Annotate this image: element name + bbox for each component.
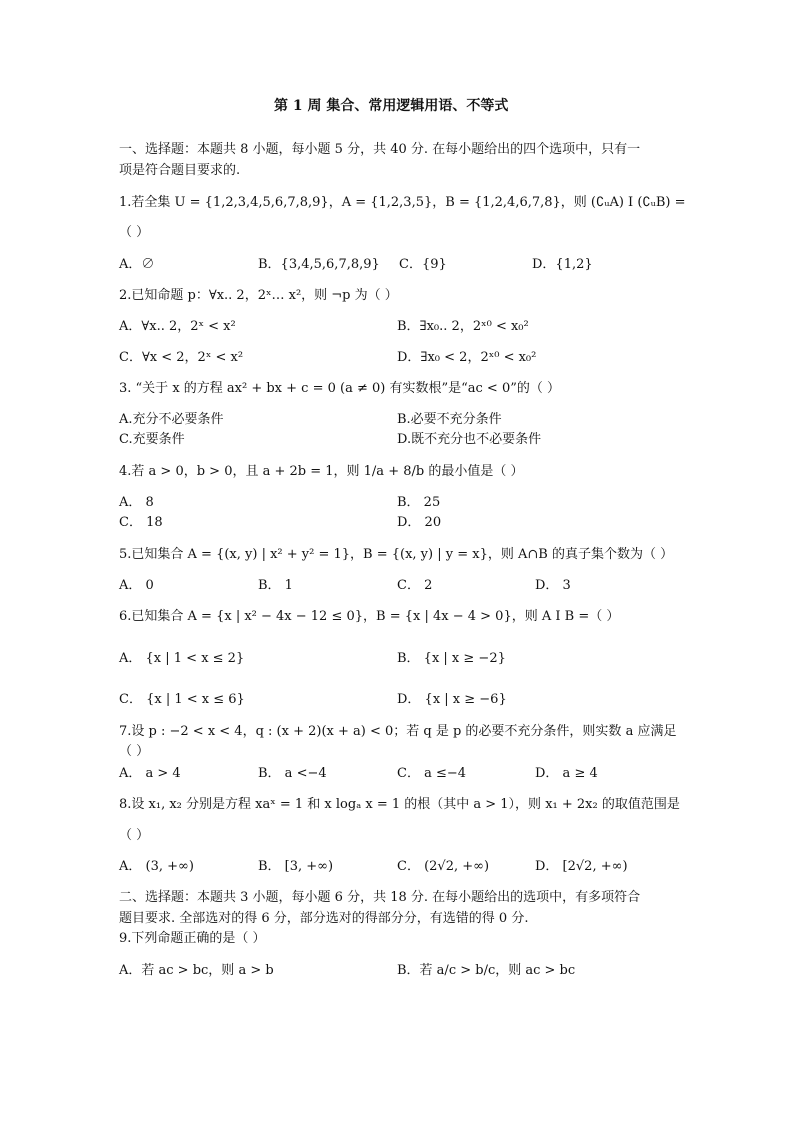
option-d: D．∃x₀ < 2，2ˣ⁰ < x₀² — [397, 350, 537, 365]
question-stem: 9.下列命题正确的是（ ） — [119, 931, 266, 946]
option-b: B． [3, +∞) — [258, 859, 334, 874]
question-stem: 4.若 a > 0，b > 0，且 a + 2b = 1，则 1/a + 8/b 的最小值是（ ） — [119, 464, 524, 479]
question-stem: 8.设 x₁, x₂ 分别是方程 xaˣ = 1 和 x logₐ x = 1 的根（其中 a > 1），则 x₁ + 2x₂ 的取值范围是 — [119, 797, 680, 812]
option-b: B．{3,4,5,6,7,8,9} — [258, 257, 380, 272]
answer-blank: （ ） — [119, 225, 150, 240]
option-d: D． {x | x ≥ −6} — [397, 692, 507, 707]
option-c: C.充要条件 — [119, 432, 185, 447]
option-c: C． a ≤−4 — [397, 766, 467, 781]
option-b: B．∃x₀.. 2，2ˣ⁰ < x₀² — [397, 319, 529, 334]
option-d: D． [2√2, +∞) — [535, 859, 628, 874]
question-stem: 3. “关于 x 的方程 ax² + bx + c = 0 (a ≠ 0) 有实数根”是“ac < 0”的（ ） — [119, 381, 560, 396]
option-a: A．∀x.. 2，2ˣ < x² — [119, 319, 236, 334]
option-a: A．∅ — [119, 257, 155, 272]
option-a: A． a > 4 — [119, 766, 181, 781]
option-c: C． 18 — [119, 515, 163, 530]
option-a: A． {x | 1 < x ≤ 2} — [119, 651, 245, 666]
option-c: C． {x | 1 < x ≤ 6} — [119, 692, 245, 707]
question-stem: 5.已知集合 A = {(x, y) | x² + y² = 1}，B = {(x, y) | y = x}，则 A∩B 的真子集个数为（ ） — [119, 547, 674, 562]
question-stem: 1.若全集 U = {1,2,3,4,5,6,7,8,9}，A = {1,2,3,5}，B = {1,2,4,6,7,8}，则 (∁ᵤA) I (∁ᵤB) = — [119, 195, 686, 210]
section-2-line-1: 二、选择题：本题共 3 小题，每小题 6 分，共 18 分. 在每小题给出的选项中，有多项符合 — [119, 890, 641, 905]
option-c: C． 2 — [397, 578, 433, 593]
option-c: C．∀x < 2，2ˣ < x² — [119, 350, 244, 365]
question-stem: 6.已知集合 A = {x | x² − 4x − 12 ≤ 0}，B = {x | 4x − 4 > 0}，则 A I B =（ ） — [119, 609, 620, 624]
section-2-line-2: 题目要求. 全部选对的得 6 分，部分选对的得部分分，有选错的得 0 分. — [119, 911, 529, 926]
option-b: B． 25 — [397, 495, 441, 510]
option-b: B． 1 — [258, 578, 293, 593]
answer-blank: （ ） — [119, 828, 150, 843]
option-b: B． a <−4 — [258, 766, 327, 781]
option-a: A.充分不必要条件 — [119, 412, 224, 427]
question-stem: 2.已知命题 p：∀x.. 2，2ˣ… x²，则 ¬p 为（ ） — [119, 288, 398, 303]
option-d: D.既不充分也不必要条件 — [397, 432, 542, 447]
option-c: C．{9} — [399, 257, 447, 272]
option-d: D． 20 — [397, 515, 442, 530]
question-stem: 7.设 p : −2 < x < 4，q : (x + 2)(x + a) < 0；若 q 是 p 的必要不充分条件，则实数 a 应满足 — [119, 724, 677, 739]
section-1-line-1: 一、选择题：本题共 8 小题，每小题 5 分，共 40 分. 在每小题给出的四个选项中，只有一 — [119, 142, 641, 157]
page-title: 第 1 周 集合、常用逻辑用语、不等式 — [274, 98, 509, 114]
option-a: A． (3, +∞) — [119, 859, 194, 874]
option-b: B.必要不充分条件 — [397, 412, 502, 427]
option-d: D． a ≥ 4 — [535, 766, 598, 781]
option-b: B．若 a/c > b/c，则 ac > bc — [397, 963, 576, 978]
option-d: D． 3 — [535, 578, 571, 593]
option-b: B． {x | x ≥ −2} — [397, 651, 506, 666]
answer-blank: （ ） — [119, 744, 150, 759]
section-1-line-2: 项是符合题目要求的. — [119, 163, 241, 178]
option-d: D．{1,2} — [532, 257, 593, 272]
option-a: A． 8 — [119, 495, 154, 510]
option-c: C． (2√2, +∞) — [397, 859, 490, 874]
option-a: A． 0 — [119, 578, 154, 593]
option-a: A．若 ac > bc，则 a > b — [119, 963, 274, 978]
